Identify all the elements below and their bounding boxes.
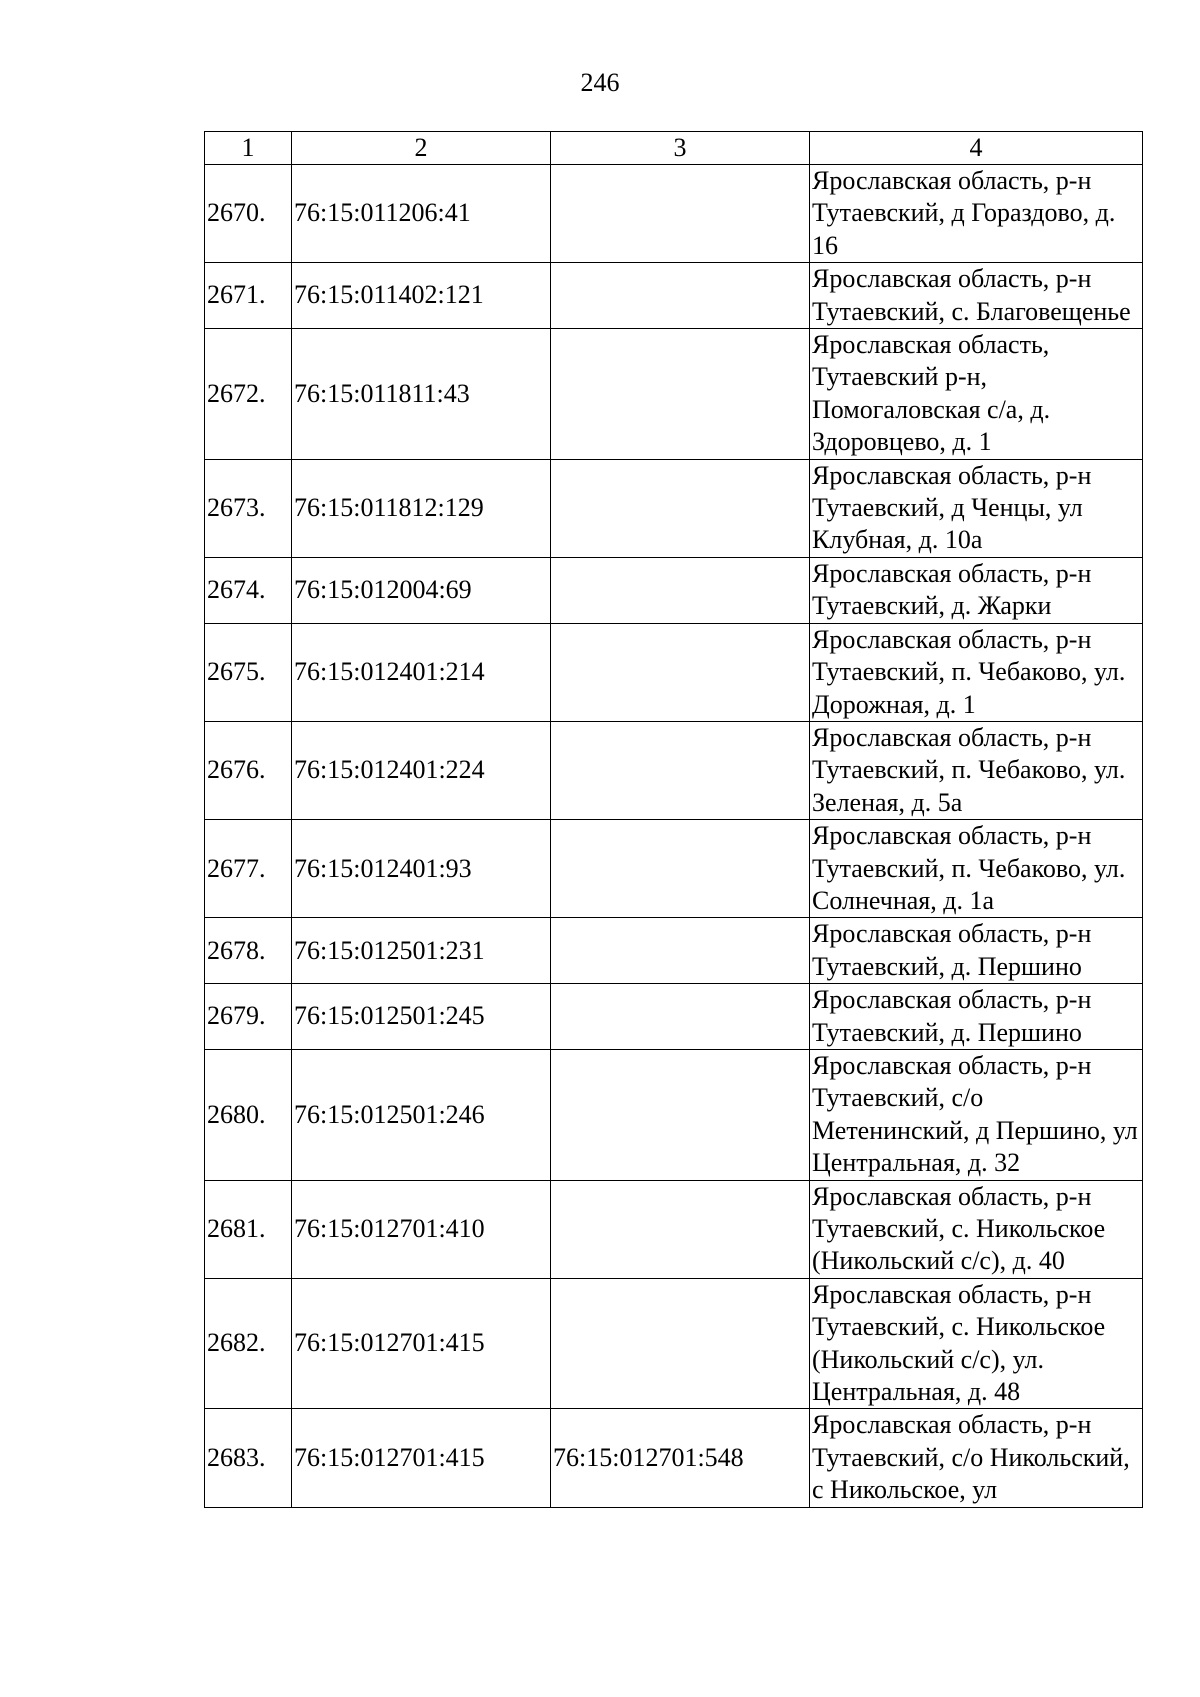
address: Ярославская область, р-н Тутаевский, д. Першино bbox=[810, 918, 1143, 984]
cadastral-number: 76:15:012701:415 bbox=[292, 1409, 551, 1507]
cadastral-number: 76:15:011206:41 bbox=[292, 165, 551, 263]
row-number: 2678. bbox=[205, 918, 292, 984]
cadastral-number-related bbox=[551, 1049, 810, 1180]
header-col-2: 2 bbox=[292, 132, 551, 165]
cadastral-number-related bbox=[551, 1278, 810, 1409]
row-number: 2682. bbox=[205, 1278, 292, 1409]
row-number: 2677. bbox=[205, 820, 292, 918]
cadastral-number: 76:15:012701:415 bbox=[292, 1278, 551, 1409]
address: Ярославская область, р-н Тутаевский, д. Жарки bbox=[810, 557, 1143, 623]
cadastral-number: 76:15:011811:43 bbox=[292, 329, 551, 460]
address: Ярославская область, р-н Тутаевский, с. Никольское (Никольский с/с), ул. Центральная, д. 48 bbox=[810, 1278, 1143, 1409]
table-row bbox=[205, 1049, 1143, 1180]
header-col-3: 3 bbox=[551, 132, 810, 165]
table-row bbox=[205, 459, 1143, 557]
row-number: 2672. bbox=[205, 329, 292, 460]
table-row bbox=[205, 165, 1143, 263]
cadastral-number-related bbox=[551, 1180, 810, 1278]
cadastral-number: 76:15:012401:93 bbox=[292, 820, 551, 918]
row-number: 2671. bbox=[205, 263, 292, 329]
row-number: 2679. bbox=[205, 984, 292, 1050]
address: Ярославская область, р-н Тутаевский, п. Чебаково, ул. Дорожная, д. 1 bbox=[810, 623, 1143, 721]
cadastral-number-related: 76:15:012701:548 bbox=[551, 1409, 810, 1507]
address: Ярославская область, р-н Тутаевский, с/о Метенинский, д Першино, ул Центральная, д. 32 bbox=[810, 1049, 1143, 1180]
cadastral-number: 76:15:012501:246 bbox=[292, 1049, 551, 1180]
row-number: 2680. bbox=[205, 1049, 292, 1180]
cadastral-number-related bbox=[551, 623, 810, 721]
cadastral-number: 76:15:011812:129 bbox=[292, 459, 551, 557]
cadastral-number: 76:15:012501:245 bbox=[292, 984, 551, 1050]
row-number: 2674. bbox=[205, 557, 292, 623]
cadastral-number: 76:15:012401:214 bbox=[292, 623, 551, 721]
cadastral-number-related bbox=[551, 165, 810, 263]
table-row bbox=[205, 1278, 1143, 1409]
header-col-4: 4 bbox=[810, 132, 1143, 165]
address: Ярославская область, р-н Тутаевский, д Ченцы, ул Клубная, д. 10а bbox=[810, 459, 1143, 557]
address: Ярославская область, р-н Тутаевский, д. Першино bbox=[810, 984, 1143, 1050]
row-number: 2683. bbox=[205, 1409, 292, 1507]
cadastral-number-related bbox=[551, 721, 810, 819]
cadastral-number: 76:15:012501:231 bbox=[292, 918, 551, 984]
table-row bbox=[205, 984, 1143, 1050]
cadastral-number-related bbox=[551, 918, 810, 984]
table-row bbox=[205, 1409, 1143, 1507]
row-number: 2673. bbox=[205, 459, 292, 557]
cadastral-number: 76:15:012401:224 bbox=[292, 721, 551, 819]
cadastral-number-related bbox=[551, 820, 810, 918]
cadastral-number-related bbox=[551, 557, 810, 623]
address: Ярославская область, Тутаевский р-н, Помогаловская с/а, д. Здоровцево, д. 1 bbox=[810, 329, 1143, 460]
cadastral-number: 76:15:012701:410 bbox=[292, 1180, 551, 1278]
address: Ярославская область, р-н Тутаевский, д Гораздово, д. 16 bbox=[810, 165, 1143, 263]
table-row bbox=[205, 557, 1143, 623]
address: Ярославская область, р-н Тутаевский, п. Чебаково, ул. Зеленая, д. 5а bbox=[810, 721, 1143, 819]
row-number: 2675. bbox=[205, 623, 292, 721]
table-header-row bbox=[205, 132, 1143, 165]
header-col-1: 1 bbox=[205, 132, 292, 165]
cadastral-number-related bbox=[551, 329, 810, 460]
registry-table bbox=[204, 131, 1143, 1508]
row-number: 2681. bbox=[205, 1180, 292, 1278]
address: Ярославская область, р-н Тутаевский, с. Никольское (Никольский с/с), д. 40 bbox=[810, 1180, 1143, 1278]
cadastral-number-related bbox=[551, 263, 810, 329]
cadastral-number: 76:15:012004:69 bbox=[292, 557, 551, 623]
table-row bbox=[205, 263, 1143, 329]
table-row bbox=[205, 1180, 1143, 1278]
table-row bbox=[205, 329, 1143, 460]
cadastral-number: 76:15:011402:121 bbox=[292, 263, 551, 329]
cadastral-number-related bbox=[551, 459, 810, 557]
row-number: 2676. bbox=[205, 721, 292, 819]
address: Ярославская область, р-н Тутаевский, п. Чебаково, ул. Солнечная, д. 1а bbox=[810, 820, 1143, 918]
cadastral-number-related bbox=[551, 984, 810, 1050]
table-row bbox=[205, 623, 1143, 721]
address: Ярославская область, р-н Тутаевский, с. Благовещенье bbox=[810, 263, 1143, 329]
table-row bbox=[205, 918, 1143, 984]
address: Ярославская область, р-н Тутаевский, с/о Никольский, с Никольское, ул bbox=[810, 1409, 1143, 1507]
table-row bbox=[205, 820, 1143, 918]
row-number: 2670. bbox=[205, 165, 292, 263]
page-number: 246 bbox=[580, 68, 620, 97]
table-row bbox=[205, 721, 1143, 819]
